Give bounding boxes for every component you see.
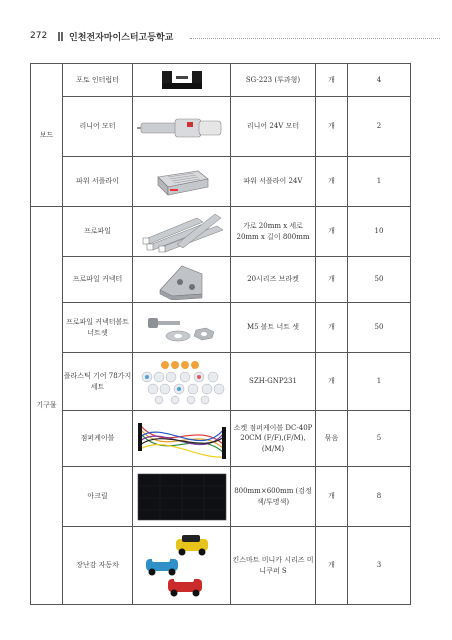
table-row — [31, 157, 411, 207]
header-divider — [58, 32, 60, 41]
item-name: 포토 인터럽터 — [63, 64, 133, 97]
item-spec: 가로 20mm x 세로 20mm x 길이 800mm — [231, 207, 316, 257]
item-spec: 킨스마트 미니카 시리즈 미니쿠퍼 S — [231, 527, 316, 605]
item-qty: 5 — [348, 411, 411, 467]
item-qty: 10 — [348, 207, 411, 257]
item-name: 장난감 자동차 — [63, 527, 133, 605]
table-row — [31, 411, 411, 467]
item-spec: 소켓 점퍼케이블 DC-40P 20CM (F/F),(F/M),(M/M) — [231, 411, 316, 467]
item-unit: 개 — [316, 157, 348, 207]
toy-car-image — [133, 527, 231, 605]
item-spec: 800mm×600mm (검정색/투명색) — [231, 467, 316, 527]
item-unit: 개 — [316, 353, 348, 411]
item-name: 리니어 모터 — [63, 97, 133, 157]
item-unit: 개 — [316, 527, 348, 605]
table-row — [31, 527, 411, 605]
item-unit: 묶음 — [316, 411, 348, 467]
page-header — [30, 30, 415, 44]
linear-motor-image — [133, 97, 231, 157]
header-dotted-rule — [190, 38, 440, 39]
photo-interrupter-image — [133, 64, 231, 97]
profile-connector-image — [133, 257, 231, 303]
item-unit: 개 — [316, 97, 348, 157]
category-cell: 보드 — [31, 64, 63, 207]
table-row — [31, 64, 411, 97]
item-unit: 개 — [316, 64, 348, 97]
item-qty: 3 — [348, 527, 411, 605]
item-name: 프로파일 커넥터 — [63, 257, 133, 303]
bolt-nut-set-image — [133, 303, 231, 353]
item-spec: M5 볼트 너트 셋 — [231, 303, 316, 353]
school-name: 인천전자마이스터고등학교 — [69, 33, 174, 43]
table-row — [31, 353, 411, 411]
item-name: 프로파일 — [63, 207, 133, 257]
item-qty: 2 — [348, 97, 411, 157]
equipment-table — [30, 63, 411, 605]
item-spec: SZH-GNP231 — [231, 353, 316, 411]
item-name: 아크릴 — [63, 467, 133, 527]
aluminum-profile-image — [133, 207, 231, 257]
item-spec: 20시리즈 브라켓 — [231, 257, 316, 303]
item-spec: 파워 서플라이 24V — [231, 157, 316, 207]
item-unit: 개 — [316, 467, 348, 527]
item-name: 점퍼케이블 — [63, 411, 133, 467]
table-row — [31, 467, 411, 527]
item-unit: 개 — [316, 303, 348, 353]
item-qty: 1 — [348, 353, 411, 411]
table-row — [31, 97, 411, 157]
table-row — [31, 257, 411, 303]
item-unit: 개 — [316, 207, 348, 257]
category-cell: 기구물 — [31, 207, 63, 605]
item-spec: SG-223 (투과형) — [231, 64, 316, 97]
item-spec: 리니어 24V 모터 — [231, 97, 316, 157]
item-qty: 1 — [348, 157, 411, 207]
item-unit: 개 — [316, 257, 348, 303]
table-row — [31, 303, 411, 353]
header-divider — [61, 32, 63, 41]
item-qty: 50 — [348, 303, 411, 353]
power-supply-image — [133, 157, 231, 207]
item-name: 프로파일 커넥터볼트너트셋 — [63, 303, 133, 353]
plastic-gear-set-image — [133, 353, 231, 411]
jumper-cable-image — [133, 411, 231, 467]
table-row — [31, 207, 411, 257]
item-qty: 8 — [348, 467, 411, 527]
page-number: 272 — [30, 31, 48, 41]
item-qty: 4 — [348, 64, 411, 97]
item-name: 플라스틱 기어 78가지 세트 — [63, 353, 133, 411]
item-name: 파워 서플라이 — [63, 157, 133, 207]
item-qty: 50 — [348, 257, 411, 303]
acrylic-sheet-image — [133, 467, 231, 527]
